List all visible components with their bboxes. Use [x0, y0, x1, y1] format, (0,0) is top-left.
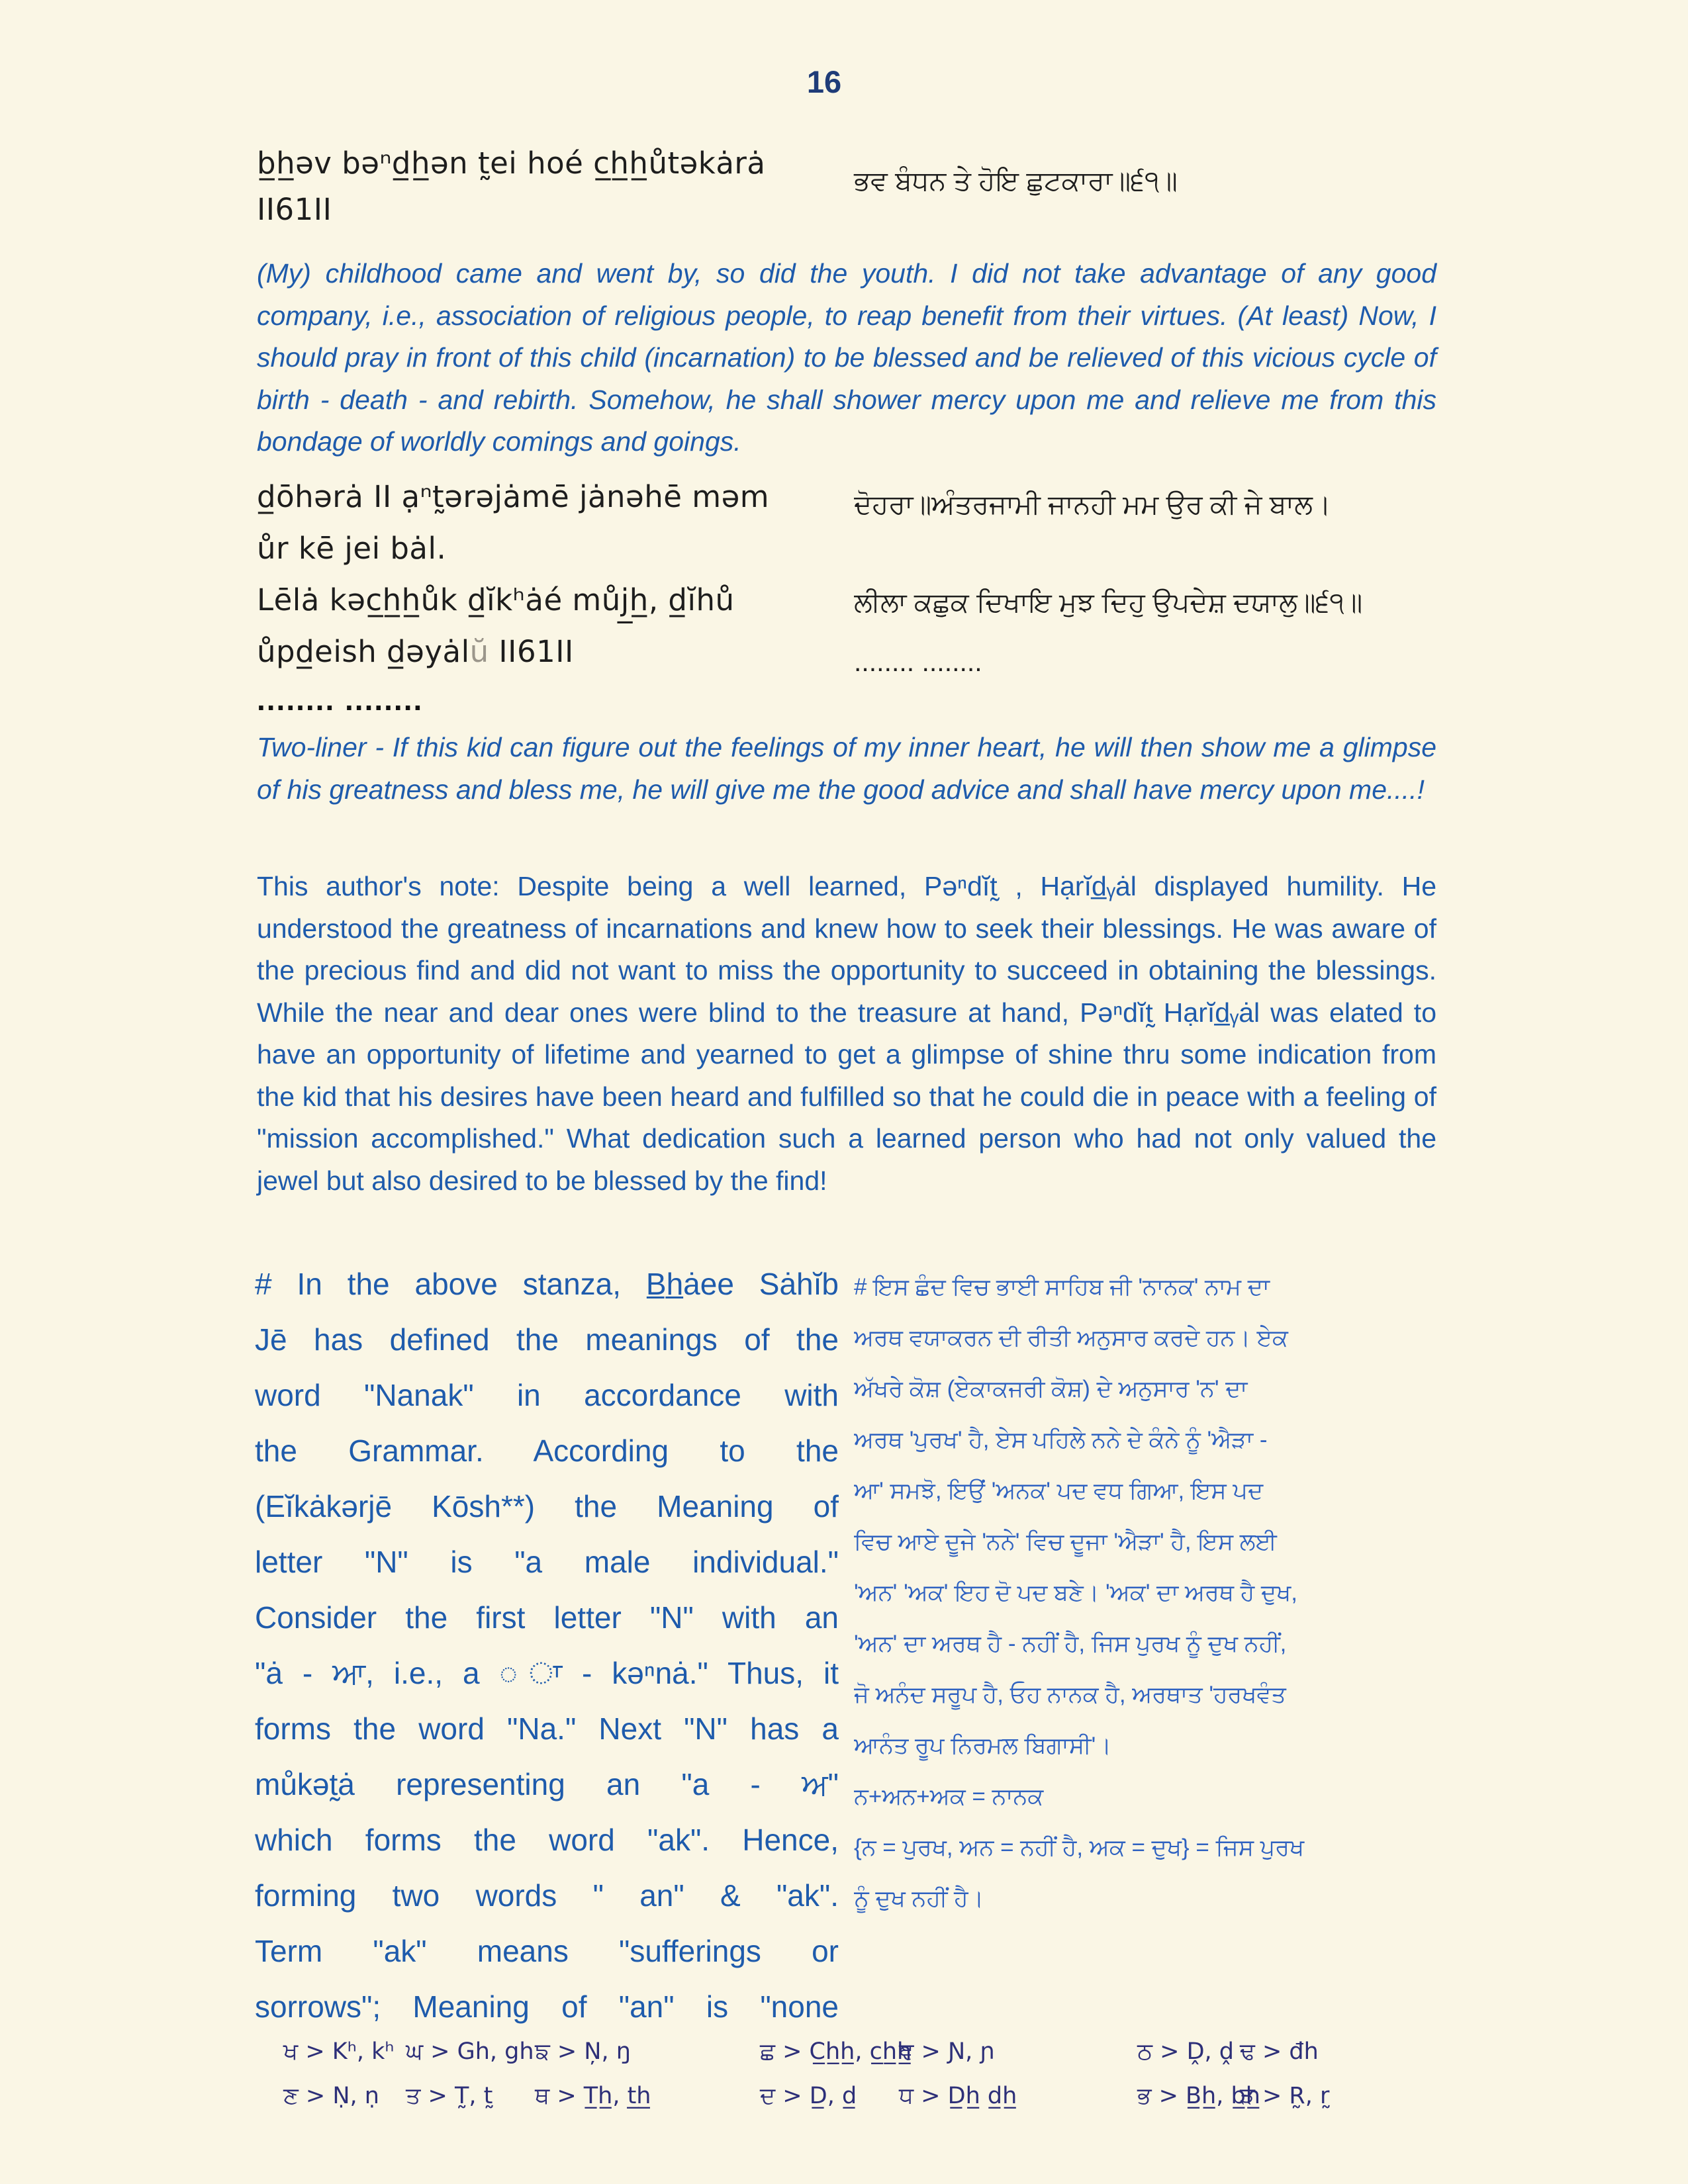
- verse1-transliteration-0: b̲h̲əv bəⁿd̲h̲ən t̰ei hoé c̲h̲h̲ůtəkȧrȧ: [257, 146, 766, 181]
- verse2-line4-post: II61II: [489, 634, 574, 669]
- verse2-transliteration: [257, 471, 879, 678]
- analysis-punjabi-column-12: ਨੂੰ ਦੁਖ ਨਹੀਂ ਹੈ।: [854, 1886, 984, 1911]
- key-cell-r0c4: ਞ > Ɲ, ɲ: [899, 2038, 995, 2065]
- analysis-punjabi-column-11: {ਨ = ਪੁਰਖ, ਅਨ = ਨਹੀਂ ਹੈ, ਅਕ = ਦੁਖ} = ਜਿਸ ਪੁਰਖ: [854, 1835, 1305, 1860]
- analysis-english-column-7: "ȧ - ਆ, i.e., a ◌ਾ - kəⁿnȧ." Thus, it: [255, 1656, 839, 1690]
- analysis-english-column-8: forms the word "Na." Next "N" has a: [255, 1711, 839, 1746]
- verse2-line4-faded-vowel: ŭ: [469, 634, 489, 669]
- key-cell-r0c2: ਙ > N̦, ŋ: [535, 2038, 631, 2065]
- analysis-english-column-9: můkət̰ȧ representing an "a - ਅ": [255, 1767, 839, 1801]
- analysis-punjabi-column-6: 'ਅਨ' 'ਅਕ' ਇਹ ਦੋ ਪਦ ਬਣੇ। 'ਅਕ' ਦਾ ਅਰਥ ਹੈ ਦੁਖ,: [854, 1580, 1298, 1606]
- verse1-transliteration: [257, 140, 853, 233]
- verse2-line4-pre: ůpd̲eish d̲əyȧl: [257, 634, 470, 669]
- verse2-gurmukhi-0: ਦੋਹਰਾ॥ਅੰਤਰਜਾਮੀ ਜਾਨਹੀ ਮਮ ਉਰ ਕੀ ਜੇ ਬਾਲ।: [854, 489, 1331, 520]
- analysis-punjabi-column-5: ਵਿਚ ਆਏ ਦੂਜੇ 'ਨਨੇ' ਵਿਚ ਦੂਜਾ 'ਐੜਾ' ਹੈ, ਇਸ ਲਈ: [854, 1529, 1277, 1555]
- key-cell-r1c3: ਦ > D̲, d̲: [760, 2083, 857, 2109]
- page-number: 16: [806, 64, 842, 99]
- key-cell-r1c4: ਧ > D̲h̲ d̲h̲: [899, 2083, 1017, 2109]
- analysis-punjabi-column: [854, 1261, 1435, 1924]
- analysis-english-column-4: (Eĭkȧkərjē Kōsh**) the Meaning of: [255, 1489, 839, 1524]
- key-cell-r0c0: ਖ > Kʰ, kʰ: [283, 2038, 395, 2065]
- analysis-english-column-10: which forms the word "ak". Hence,: [255, 1823, 839, 1857]
- analysis-punjabi-column-7: 'ਅਨ' ਦਾ ਅਰਥ ਹੈ - ਨਹੀਂ ਹੈ, ਜਿਸ ਪੁਰਖ ਨੂੰ ਦੁਖ ਨਹੀਂ,: [854, 1631, 1287, 1657]
- analysis-punjabi-column-9: ਆਨੰਤ ਰੂਪ ਨਿਰਮਲ ਬਿਗਾਸੀ'।: [854, 1733, 1111, 1758]
- analysis-english-column-3: the Grammar. According to the: [255, 1433, 839, 1468]
- analysis-punjabi-column-3: ਅਰਥ 'ਪੁਰਖ' ਹੈ, ਏਸ ਪਹਿਲੇ ਨਨੇ ਦੇ ਕੰਨੇ ਨੂੰ 'ਐੜਾ -: [854, 1427, 1268, 1453]
- analysis-english-column-5: letter "N" is "a male individual.": [255, 1545, 839, 1579]
- authors-note: This author's note: Despite being a well learned, Pəⁿdĭt̰ , Hạrĭd̲ᵧȧl displayed humility. He understood the greatness of incarnations and knew how to seek their blessings. He was aware of the precious find and did not want to miss the opportunity to succeed in obtaining the blessings. While the near and dear ones were blind to the treasure at hand, Pəⁿdĭt̰ Hạrĭd̲ᵧȧl was elated to have an opportunity of lifetime and yearned to get a glimpse of shine thru some indication from the kid that his desires have been heard and fulfilled so that he could die in peace with a feeling of "mission accomplished." What dedication such a learned person who had not only valued the jewel but also desired to be blessed by the find!: [257, 871, 1436, 1196]
- verse2-gurmukhi: [854, 478, 1362, 688]
- analysis-english-column-11: forming two words " an" & "ak".: [255, 1878, 839, 1913]
- key-cell-r1c1: ਤ > T̰, t̰: [406, 2083, 493, 2109]
- analysis-punjabi-column-0: # ਇਸ ਛੰਦ ਵਿਚ ਭਾਈ ਸਾਹਿਬ ਜੀ 'ਨਾਨਕ' ਨਾਮ ਦਾ: [854, 1274, 1270, 1300]
- verse2-gurmukhi-1: ਲੀਲਾ ਕਛੁਕ ਦਿਖਾਇ ਮੁਝ ਦਿਹੁ ਉਪਦੇਸ਼ ਦਯਾਲੁ॥੬੧॥: [854, 587, 1363, 617]
- analysis-english-column-0: # In the above stanza, B̲h̲ȧee Sȧhĭb: [255, 1267, 839, 1301]
- verse2-transliteration-lines-2: Lēlȧ kəc̲h̲h̲ůk d̲ĭkʰȧé můj̲h̲, d̲ĭhů: [257, 582, 735, 617]
- analysis-punjabi-column-10: ਨ+ਅਨ+ਅਕ = ਨਾਨਕ: [854, 1784, 1044, 1809]
- key-cell-r0c1: ਘ > Gh, gh: [406, 2038, 534, 2065]
- analysis-punjabi-column-8: ਜੋ ਅਨੰਦ ਸਰੂਪ ਹੈ, ਓਹ ਨਾਨਕ ਹੈ, ਅਰਥਾਤ 'ਹਰਖਵੰਤ: [854, 1682, 1286, 1707]
- verse2-transliteration-lines-0: d̲ōhərȧ II ạⁿt̰ərəjȧmē jȧnəhē məm: [257, 479, 770, 514]
- key-cell-r1c5: ਭ > B̲h̲, b̲h̲: [1137, 2083, 1260, 2109]
- verse1-gurmukhi: ਭਵ ਬੰਧਨ ਤੇ ਹੋਇ ਛੁਟਕਾਰਾ॥੬੧॥: [854, 165, 1178, 196]
- key-cell-r0c5: ਠ > Ḓ, ḓ: [1137, 2038, 1234, 2065]
- analysis-punjabi-column-1: ਅਰਥ ਵਯਾਕਰਨ ਦੀ ਰੀਤੀ ਅਨੁਸਾਰ ਕਰਦੇ ਹਨ। ਏਕ: [854, 1325, 1288, 1351]
- verse2-transliteration-lines-1: ůr kē jei bȧl.: [257, 531, 447, 566]
- verse2-translation: Two-liner - If this kid can figure out the feelings of my inner heart, he will then show me a glimpse of his greatness and bless me, he will give me the good advice and shall have mercy upon me....!: [257, 732, 1436, 805]
- analysis-english-column-13: sorrows"; Meaning of "an" is "none: [255, 1989, 839, 2024]
- verse1-translation: (My) childhood came and went by, so did the youth. I did not take advantage of any good company, i.e., association of religious people, to reap benefit from their virtues. (At least) Now, I should pray in front of this child (incarnation) to be blessed and be relieved of this vicious cycle of birth - death - and rebirth. Somehow, he shall shower mercy upon me and relieve me from this bondage of worldly comings and goings.: [257, 258, 1436, 457]
- key-cell-r1c6: ੜ > R̰, r̰: [1240, 2083, 1330, 2109]
- verse2-transliteration-line-3: [257, 626, 879, 678]
- verse2-gurmukhi-2: ........ ........: [854, 647, 982, 677]
- key-cell-r0c6: ਢ > đh: [1240, 2038, 1319, 2065]
- analysis-english-column-2: word "Nanak" in accordance with: [255, 1378, 839, 1412]
- key-cell-r1c0: ਣ > Ṇ, ṇ: [283, 2083, 379, 2109]
- analysis-english-column-1: Jē has defined the meanings of the: [255, 1322, 839, 1357]
- verse1-transliteration-1: II61II: [257, 192, 332, 227]
- key-cell-r0c3: ਛ > C̲h̲h̲, c̲h̲h̲: [760, 2038, 912, 2065]
- analysis-english-column-12: Term "ak" means "sufferings or: [255, 1934, 839, 1968]
- analysis-punjabi-column-2: ਅੱਖਰੇ ਕੋਸ਼ (ਏਕਾਕਜਰੀ ਕੋਸ਼) ਦੇ ਅਨੁਸਾਰ 'ਨ' ਦਾ: [854, 1376, 1248, 1402]
- analysis-english-column-6: Consider the first letter "N" with an: [255, 1600, 839, 1635]
- analysis-punjabi-column-4: ਆ' ਸਮਝੋ, ਇਉਂ 'ਅਨਕ' ਪਦ ਵਧ ਗਿਆ, ਇਸ ਪਦ: [854, 1478, 1264, 1504]
- verse2-transliteration-lines: [257, 471, 879, 626]
- continuation-dots: ........ ........: [257, 682, 424, 717]
- key-cell-r1c2: ਥ > T̲h̲, t̲h̲: [535, 2083, 651, 2109]
- analysis-english-column: [255, 1256, 839, 2034]
